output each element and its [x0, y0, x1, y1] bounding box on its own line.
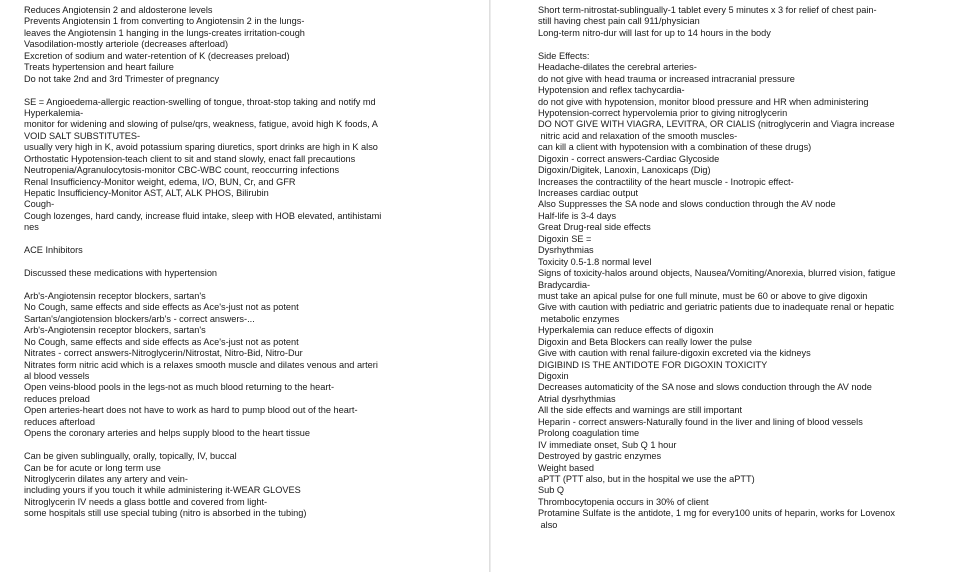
- right-page: [491, 0, 980, 572]
- text-line: Renal Insufficiency-Monitor weight, edema, I/O, BUN, Cr, and GFR: [24, 176, 296, 187]
- text-line: ACE Inhibitors: [24, 245, 83, 256]
- text-line: No Cough, same effects and side effects as Ace's-just not as potent: [24, 302, 299, 313]
- text-line: Headache-dilates the cerebral arteries-: [538, 62, 697, 73]
- text-line: Hypotension-correct hypervolemia prior to giving nitroglycerin: [538, 107, 788, 118]
- text-line: usually very high in K, avoid potassium sparing diuretics, sport drinks are high in K also: [24, 142, 378, 153]
- text-line: Do not take 2nd and 3rd Trimester of pregnancy: [24, 73, 220, 84]
- text-line: Dysrhythmias: [538, 245, 594, 256]
- text-line: Sartan's/angiotension blockers/arb's - correct answers-...: [24, 313, 255, 324]
- text-line: monitor for widening and slowing of pulse/qrs, weakness, fatigue, avoid high K foods, A: [24, 119, 378, 130]
- text-line: Orthostatic Hypotension-teach client to sit and stand slowly, enact fall precautions: [24, 153, 356, 164]
- text-line: Toxicity 0.5-1.8 normal level: [538, 256, 652, 267]
- text-line: Can be for acute or long term use: [24, 462, 161, 473]
- text-line: Cough-: [24, 199, 55, 210]
- text-line: Hyperkalemia can reduce effects of digoxin: [538, 325, 714, 336]
- text-line: Hepatic Insufficiency-Monitor AST, ALT, ALK PHOS, Bilirubin: [24, 188, 269, 198]
- text-line: Nitrates form nitric acid which is a relaxes smooth muscle and dilates venous and arteri: [24, 359, 378, 370]
- text-line: Decreases automaticity of the SA nose and slows conduction through the AV node: [538, 382, 872, 393]
- text-line: IV immediate onset, Sub Q 1 hour: [538, 439, 677, 450]
- text-line: metabolic enzymes: [538, 313, 620, 324]
- text-line: Destroyed by gastric enzymes: [538, 451, 662, 462]
- text-line: DIGIBIND IS THE ANTIDOTE FOR DIGOXIN TOXICITY: [538, 359, 768, 370]
- text-line: Signs of toxicity-halos around objects, Nausea/Vomiting/Anorexia, blurred vision, fatigue: [538, 268, 896, 279]
- text-line: VOID SALT SUBSTITUTES-: [24, 130, 141, 141]
- text-line: Digoxin and Beta Blockers can really lower the pulse: [538, 336, 752, 347]
- text-line: also: [538, 519, 558, 530]
- text-line: must take an apical pulse for one full minute, must be 60 or above to give digoxin: [538, 290, 868, 301]
- text-line: reduces afterload: [24, 416, 95, 427]
- text-line: Increases cardiac output: [538, 188, 639, 198]
- text-line: Weight based: [538, 462, 595, 473]
- text-line: Treats hypertension and heart failure: [24, 62, 174, 73]
- text-line: nitric acid and relaxation of the smooth muscles-: [538, 130, 738, 141]
- text-line: Arb's-Angiotensin receptor blockers, sartan's: [24, 290, 206, 301]
- text-line: All the side effects and warnings are still important: [538, 405, 743, 416]
- text-line: some hospitals still use special tubing (nitro is absorbed in the tubing): [24, 508, 307, 519]
- text-line: Nitrates - correct answers-Nitroglycerin/Nitrostat, Nitro-Bid, Nitro-Dur: [24, 348, 303, 359]
- text-line: Digoxin: [538, 371, 569, 381]
- text-line: Nitroglycerin IV needs a glass bottle and covered from light-: [24, 496, 268, 507]
- text-line: leaves the Angiotensin 1 hanging in the lungs-creates irritation-cough: [24, 27, 305, 38]
- text-line: Opens the coronary arteries and helps supply blood to the heart tissue: [24, 428, 311, 439]
- text-line: Prevents Angiotensin 1 from converting to Angiotensin 2 in the lungs-: [24, 16, 305, 27]
- text-line: Side Effects:: [538, 50, 590, 61]
- text-line: can kill a client with hypotension with a combination of these drugs): [538, 142, 812, 153]
- text-line: Prolong coagulation time: [538, 428, 640, 439]
- text-line: Discussed these medications with hypertension: [24, 268, 218, 279]
- text-line: Digoxin - correct answers-Cardiac Glycoside: [538, 153, 720, 164]
- text-line: Protamine Sulfate is the antidote, 1 mg for every100 units of heparin, works for Lovenox: [538, 508, 895, 519]
- text-line: Thrombocytopenia occurs in 30% of client: [538, 496, 709, 507]
- text-line: DO NOT GIVE WITH VIAGRA, LEVITRA, OR CIALIS (nitroglycerin and Viagra increase: [538, 119, 895, 130]
- text-line: nes: [24, 222, 39, 233]
- text-line: Give with caution with pediatric and geriatric patients due to inadequate renal or hepatic: [538, 302, 894, 313]
- text-line: Long-term nitro-dur will last for up to 14 hours in the body: [538, 27, 771, 38]
- text-line: Hyperkalemia-: [24, 107, 84, 118]
- text-line: Can be given sublingually, orally, topically, IV, buccal: [24, 451, 237, 462]
- text-line: Also Suppresses the SA node and slows conduction through the AV node: [538, 199, 836, 210]
- text-line: Reduces Angiotensin 2 and aldosterone levels: [24, 5, 213, 15]
- text-line: Neutropenia/Agranulocytosis-monitor CBC-WBC count, reoccurring infections: [24, 165, 340, 176]
- right-page-text: [538, 5, 978, 531]
- text-line: do not give with hypotension, monitor blood pressure and HR when administering: [538, 96, 869, 107]
- text-line: Digoxin SE =: [538, 233, 592, 244]
- text-line: [538, 39, 978, 50]
- text-line: Increases the contractility of the heart muscle - Inotropic effect-: [538, 176, 794, 187]
- text-line: Excretion of sodium and water-retention of K (decreases preload): [24, 50, 290, 61]
- text-line: still having chest pain call 911/physician: [538, 16, 700, 27]
- text-line: Heparin - correct answers-Naturally found in the liver and lining of blood vessels: [538, 416, 863, 427]
- text-line: reduces preload: [24, 393, 90, 404]
- text-line: do not give with head trauma or increased intracranial pressure: [538, 73, 795, 84]
- text-line: Digoxin/Digitek, Lanoxin, Lanoxicaps (Dig): [538, 165, 711, 176]
- text-line: [24, 440, 484, 451]
- text-line: Atrial dysrhythmias: [538, 393, 616, 404]
- text-line: SE = Angioedema-allergic reaction-swelling of tongue, throat-stop taking and notify md: [24, 96, 376, 107]
- text-line: Bradycardia-: [538, 279, 591, 290]
- text-line: Short term-nitrostat-sublingually-1 tablet every 5 minutes x 3 for relief of chest pain-: [538, 5, 877, 15]
- text-line: al blood vessels: [24, 371, 90, 381]
- text-line: Half-life is 3-4 days: [538, 210, 617, 221]
- text-line: Nitroglycerin dilates any artery and vein-: [24, 473, 188, 484]
- text-line: Sub Q: [538, 485, 565, 496]
- text-line: aPTT (PTT also, but in the hospital we use the aPTT): [538, 473, 755, 484]
- text-line: [24, 257, 484, 268]
- text-line: Hypotension and reflex tachycardia-: [538, 85, 685, 96]
- text-line: Vasodilation-mostly arteriole (decreases afterload): [24, 39, 229, 50]
- text-line: [24, 280, 484, 291]
- text-line: Great Drug-real side effects: [538, 222, 651, 233]
- text-line: Open arteries-heart does not have to work as hard to pump blood out of the heart-: [24, 405, 358, 416]
- text-line: No Cough, same effects and side effects as Ace's-just not as potent: [24, 336, 299, 347]
- text-line: including yours if you touch it while administering it-WEAR GLOVES: [24, 485, 301, 496]
- text-line: Open veins-blood pools in the legs-not as much blood returning to the heart-: [24, 382, 335, 393]
- left-page: [0, 0, 489, 572]
- text-line: Arb's-Angiotensin receptor blockers, sartan's: [24, 325, 206, 336]
- text-line: [24, 234, 484, 245]
- text-line: Cough lozenges, hard candy, increase fluid intake, sleep with HOB elevated, antihistami: [24, 210, 382, 221]
- text-line: Give with caution with renal failure-digoxin excreted via the kidneys: [538, 348, 811, 359]
- left-page-text: [24, 5, 484, 520]
- text-line: [24, 85, 484, 96]
